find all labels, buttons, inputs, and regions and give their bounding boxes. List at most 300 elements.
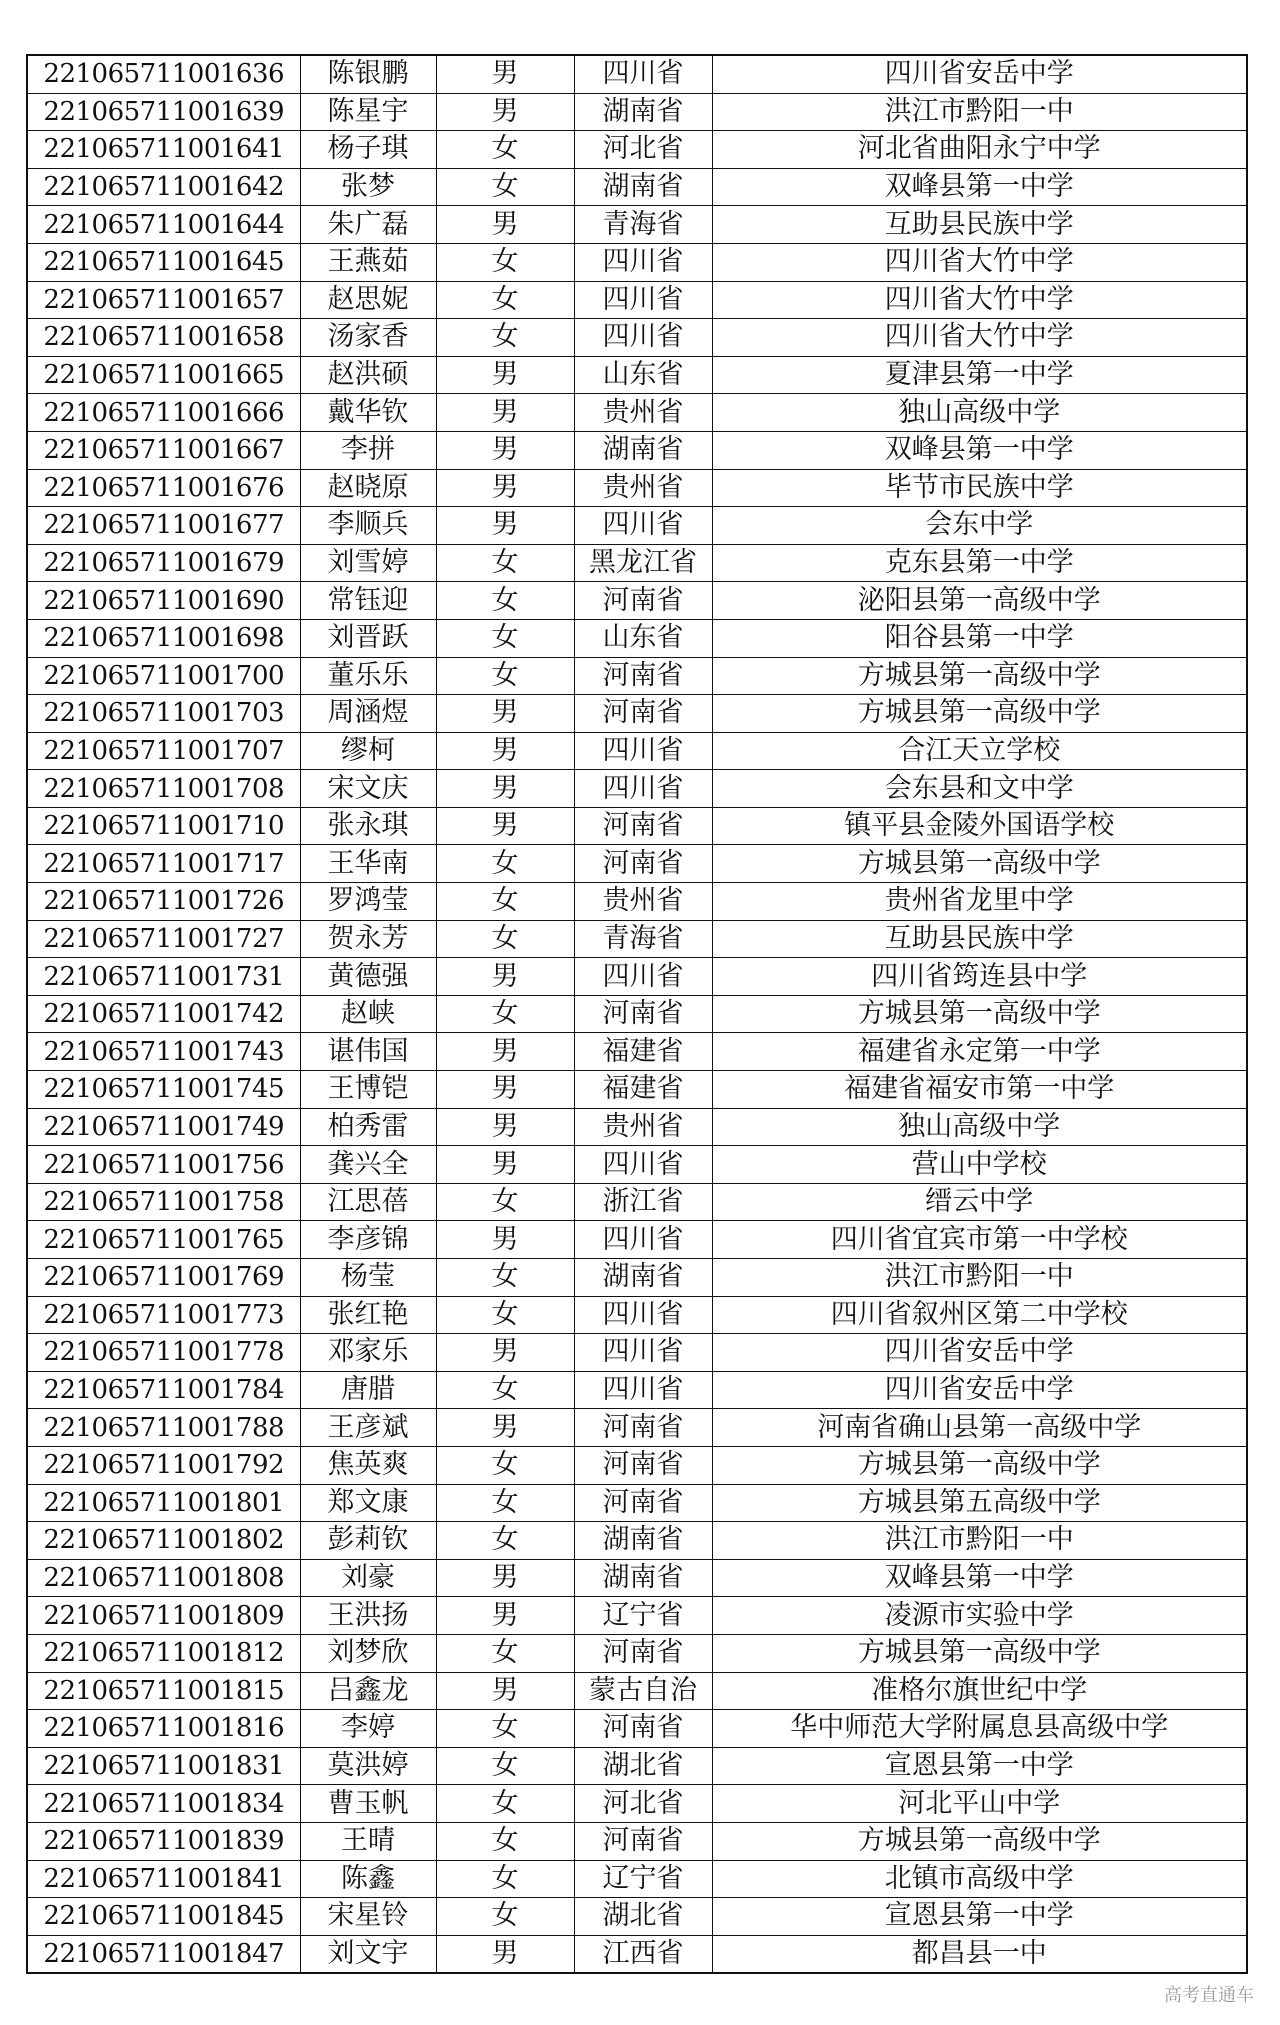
table-row bbox=[27, 1634, 1247, 1672]
table-row bbox=[27, 55, 1247, 93]
province-cell: 河南省 bbox=[574, 1446, 712, 1484]
province-cell: 四川省 bbox=[574, 1334, 712, 1372]
candidate-id-cell: 221065711001717 bbox=[27, 845, 300, 883]
gender-cell: 女 bbox=[436, 131, 574, 169]
school-cell: 北镇市高级中学 bbox=[712, 1860, 1247, 1898]
province-cell: 山东省 bbox=[574, 356, 712, 394]
table-row bbox=[27, 883, 1247, 921]
school-cell: 方城县第一高级中学 bbox=[712, 1634, 1247, 1672]
name-cell: 赵洪硕 bbox=[300, 356, 436, 394]
gender-cell: 男 bbox=[436, 770, 574, 808]
table-row bbox=[27, 845, 1247, 883]
candidate-id-cell: 221065711001679 bbox=[27, 544, 300, 582]
province-cell: 四川省 bbox=[574, 1371, 712, 1409]
gender-cell: 男 bbox=[436, 1334, 574, 1372]
candidate-id-cell: 221065711001801 bbox=[27, 1484, 300, 1522]
province-cell: 河北省 bbox=[574, 131, 712, 169]
name-cell: 刘雪婷 bbox=[300, 544, 436, 582]
name-cell: 杨莹 bbox=[300, 1259, 436, 1297]
school-cell: 方城县第一高级中学 bbox=[712, 1446, 1247, 1484]
candidate-id-cell: 221065711001703 bbox=[27, 695, 300, 733]
table-row bbox=[27, 1071, 1247, 1109]
gender-cell: 女 bbox=[436, 582, 574, 620]
table-row bbox=[27, 1710, 1247, 1748]
table-row bbox=[27, 507, 1247, 545]
candidate-id-cell: 221065711001727 bbox=[27, 920, 300, 958]
name-cell: 陈银鹏 bbox=[300, 55, 436, 93]
school-cell: 洪江市黔阳一中 bbox=[712, 1259, 1247, 1297]
watermark-text: 高考直通车 bbox=[1164, 1985, 1254, 2006]
province-cell: 河南省 bbox=[574, 807, 712, 845]
gender-cell: 女 bbox=[436, 1183, 574, 1221]
candidate-id-cell: 221065711001665 bbox=[27, 356, 300, 394]
province-cell: 河南省 bbox=[574, 582, 712, 620]
table-row bbox=[27, 1334, 1247, 1372]
name-cell: 刘文宇 bbox=[300, 1935, 436, 1973]
table-row bbox=[27, 1183, 1247, 1221]
school-cell: 方城县第一高级中学 bbox=[712, 695, 1247, 733]
name-cell: 郑文康 bbox=[300, 1484, 436, 1522]
gender-cell: 男 bbox=[436, 1559, 574, 1597]
province-cell: 贵州省 bbox=[574, 394, 712, 432]
candidate-id-cell: 221065711001644 bbox=[27, 206, 300, 244]
name-cell: 刘梦欣 bbox=[300, 1634, 436, 1672]
candidate-id-cell: 221065711001726 bbox=[27, 883, 300, 921]
gender-cell: 男 bbox=[436, 206, 574, 244]
candidate-id-cell: 221065711001845 bbox=[27, 1898, 300, 1936]
candidate-id-cell: 221065711001756 bbox=[27, 1146, 300, 1184]
name-cell: 李顺兵 bbox=[300, 507, 436, 545]
table-row bbox=[27, 243, 1247, 281]
school-cell: 华中师范大学附属息县高级中学 bbox=[712, 1710, 1247, 1748]
candidate-id-cell: 221065711001745 bbox=[27, 1071, 300, 1109]
name-cell: 罗鸿莹 bbox=[300, 883, 436, 921]
school-cell: 方城县第一高级中学 bbox=[712, 845, 1247, 883]
gender-cell: 女 bbox=[436, 1860, 574, 1898]
province-cell: 山东省 bbox=[574, 619, 712, 657]
name-cell: 张永琪 bbox=[300, 807, 436, 845]
gender-cell: 女 bbox=[436, 1296, 574, 1334]
name-cell: 焦英爽 bbox=[300, 1446, 436, 1484]
province-cell: 湖南省 bbox=[574, 1522, 712, 1560]
province-cell: 河南省 bbox=[574, 695, 712, 733]
table-row bbox=[27, 1108, 1247, 1146]
candidate-id-cell: 221065711001641 bbox=[27, 131, 300, 169]
name-cell: 王博铠 bbox=[300, 1071, 436, 1109]
province-cell: 四川省 bbox=[574, 1296, 712, 1334]
table-row bbox=[27, 807, 1247, 845]
table-row bbox=[27, 1672, 1247, 1710]
school-cell: 互助县民族中学 bbox=[712, 206, 1247, 244]
table-row bbox=[27, 1935, 1247, 1973]
name-cell: 杨子琪 bbox=[300, 131, 436, 169]
table-row bbox=[27, 1033, 1247, 1071]
table-row bbox=[27, 281, 1247, 319]
gender-cell: 男 bbox=[436, 1409, 574, 1447]
province-cell: 黑龙江省 bbox=[574, 544, 712, 582]
school-cell: 贵州省龙里中学 bbox=[712, 883, 1247, 921]
candidate-id-cell: 221065711001676 bbox=[27, 469, 300, 507]
table-row bbox=[27, 394, 1247, 432]
gender-cell: 男 bbox=[436, 1221, 574, 1259]
candidate-id-cell: 221065711001773 bbox=[27, 1296, 300, 1334]
candidate-id-cell: 221065711001784 bbox=[27, 1371, 300, 1409]
gender-cell: 男 bbox=[436, 507, 574, 545]
school-cell: 双峰县第一中学 bbox=[712, 1559, 1247, 1597]
province-cell: 河南省 bbox=[574, 1710, 712, 1748]
name-cell: 戴华钦 bbox=[300, 394, 436, 432]
gender-cell: 女 bbox=[436, 1747, 574, 1785]
name-cell: 朱广磊 bbox=[300, 206, 436, 244]
candidate-id-cell: 221065711001809 bbox=[27, 1597, 300, 1635]
school-cell: 宣恩县第一中学 bbox=[712, 1747, 1247, 1785]
school-cell: 都昌县一中 bbox=[712, 1935, 1247, 1973]
gender-cell: 女 bbox=[436, 920, 574, 958]
table-row bbox=[27, 319, 1247, 357]
school-cell: 四川省宜宾市第一中学校 bbox=[712, 1221, 1247, 1259]
gender-cell: 男 bbox=[436, 394, 574, 432]
province-cell: 四川省 bbox=[574, 958, 712, 996]
candidate-id-cell: 221065711001677 bbox=[27, 507, 300, 545]
candidate-id-cell: 221065711001792 bbox=[27, 1446, 300, 1484]
candidate-id-cell: 221065711001642 bbox=[27, 168, 300, 206]
gender-cell: 女 bbox=[436, 1822, 574, 1860]
candidate-id-cell: 221065711001802 bbox=[27, 1522, 300, 1560]
gender-cell: 女 bbox=[436, 1710, 574, 1748]
gender-cell: 男 bbox=[436, 958, 574, 996]
gender-cell: 女 bbox=[436, 883, 574, 921]
name-cell: 汤家香 bbox=[300, 319, 436, 357]
province-cell: 青海省 bbox=[574, 206, 712, 244]
table-row bbox=[27, 544, 1247, 582]
province-cell: 湖北省 bbox=[574, 1898, 712, 1936]
province-cell: 湖南省 bbox=[574, 1259, 712, 1297]
province-cell: 四川省 bbox=[574, 732, 712, 770]
school-cell: 四川省筠连县中学 bbox=[712, 958, 1247, 996]
gender-cell: 女 bbox=[436, 544, 574, 582]
school-cell: 双峰县第一中学 bbox=[712, 168, 1247, 206]
name-cell: 赵思妮 bbox=[300, 281, 436, 319]
province-cell: 河南省 bbox=[574, 845, 712, 883]
candidate-id-cell: 221065711001847 bbox=[27, 1935, 300, 1973]
name-cell: 宋文庆 bbox=[300, 770, 436, 808]
school-cell: 克东县第一中学 bbox=[712, 544, 1247, 582]
name-cell: 王燕茹 bbox=[300, 243, 436, 281]
school-cell: 阳谷县第一中学 bbox=[712, 619, 1247, 657]
candidate-id-cell: 221065711001710 bbox=[27, 807, 300, 845]
table-row bbox=[27, 131, 1247, 169]
table-row bbox=[27, 1446, 1247, 1484]
school-cell: 宣恩县第一中学 bbox=[712, 1898, 1247, 1936]
school-cell: 毕节市民族中学 bbox=[712, 469, 1247, 507]
gender-cell: 男 bbox=[436, 55, 574, 93]
province-cell: 四川省 bbox=[574, 507, 712, 545]
name-cell: 柏秀雷 bbox=[300, 1108, 436, 1146]
candidate-id-cell: 221065711001742 bbox=[27, 995, 300, 1033]
school-cell: 方城县第一高级中学 bbox=[712, 657, 1247, 695]
candidate-id-cell: 221065711001636 bbox=[27, 55, 300, 93]
table-row bbox=[27, 1221, 1247, 1259]
school-cell: 凌源市实验中学 bbox=[712, 1597, 1247, 1635]
name-cell: 王洪扬 bbox=[300, 1597, 436, 1635]
name-cell: 赵晓原 bbox=[300, 469, 436, 507]
school-cell: 四川省安岳中学 bbox=[712, 1334, 1247, 1372]
province-cell: 河南省 bbox=[574, 1822, 712, 1860]
school-cell: 营山中学校 bbox=[712, 1146, 1247, 1184]
name-cell: 陈星宇 bbox=[300, 93, 436, 131]
table-row bbox=[27, 1484, 1247, 1522]
table-row bbox=[27, 1785, 1247, 1823]
school-cell: 方城县第一高级中学 bbox=[712, 1822, 1247, 1860]
school-cell: 夏津县第一中学 bbox=[712, 356, 1247, 394]
table-row bbox=[27, 995, 1247, 1033]
gender-cell: 女 bbox=[436, 319, 574, 357]
province-cell: 四川省 bbox=[574, 319, 712, 357]
table-row bbox=[27, 1409, 1247, 1447]
school-cell: 方城县第五高级中学 bbox=[712, 1484, 1247, 1522]
name-cell: 陈鑫 bbox=[300, 1860, 436, 1898]
name-cell: 王华南 bbox=[300, 845, 436, 883]
candidate-id-cell: 221065711001657 bbox=[27, 281, 300, 319]
gender-cell: 男 bbox=[436, 431, 574, 469]
name-cell: 赵峡 bbox=[300, 995, 436, 1033]
province-cell: 河南省 bbox=[574, 1634, 712, 1672]
candidate-id-cell: 221065711001788 bbox=[27, 1409, 300, 1447]
province-cell: 四川省 bbox=[574, 770, 712, 808]
table-row bbox=[27, 1259, 1247, 1297]
school-cell: 准格尔旗世纪中学 bbox=[712, 1672, 1247, 1710]
school-cell: 洪江市黔阳一中 bbox=[712, 1522, 1247, 1560]
gender-cell: 男 bbox=[436, 1935, 574, 1973]
table-row bbox=[27, 1747, 1247, 1785]
candidate-id-cell: 221065711001841 bbox=[27, 1860, 300, 1898]
candidate-id-cell: 221065711001639 bbox=[27, 93, 300, 131]
gender-cell: 女 bbox=[436, 243, 574, 281]
gender-cell: 女 bbox=[436, 1522, 574, 1560]
candidate-id-cell: 221065711001815 bbox=[27, 1672, 300, 1710]
table-row bbox=[27, 920, 1247, 958]
candidate-id-cell: 221065711001698 bbox=[27, 619, 300, 657]
name-cell: 刘豪 bbox=[300, 1559, 436, 1597]
candidate-id-cell: 221065711001708 bbox=[27, 770, 300, 808]
admission-list-table bbox=[26, 54, 1248, 1974]
province-cell: 四川省 bbox=[574, 243, 712, 281]
school-cell: 四川省安岳中学 bbox=[712, 1371, 1247, 1409]
gender-cell: 男 bbox=[436, 1146, 574, 1184]
province-cell: 河北省 bbox=[574, 1785, 712, 1823]
province-cell: 浙江省 bbox=[574, 1183, 712, 1221]
name-cell: 唐腊 bbox=[300, 1371, 436, 1409]
candidate-id-cell: 221065711001834 bbox=[27, 1785, 300, 1823]
gender-cell: 男 bbox=[436, 1108, 574, 1146]
province-cell: 湖南省 bbox=[574, 431, 712, 469]
table-row bbox=[27, 168, 1247, 206]
gender-cell: 女 bbox=[436, 845, 574, 883]
gender-cell: 男 bbox=[436, 1672, 574, 1710]
candidate-id-cell: 221065711001816 bbox=[27, 1710, 300, 1748]
table-row bbox=[27, 1371, 1247, 1409]
gender-cell: 男 bbox=[436, 695, 574, 733]
table-row bbox=[27, 356, 1247, 394]
candidate-id-cell: 221065711001839 bbox=[27, 1822, 300, 1860]
name-cell: 彭莉钦 bbox=[300, 1522, 436, 1560]
gender-cell: 女 bbox=[436, 1259, 574, 1297]
school-cell: 镇平县金陵外国语学校 bbox=[712, 807, 1247, 845]
gender-cell: 男 bbox=[436, 1597, 574, 1635]
table-row bbox=[27, 770, 1247, 808]
province-cell: 贵州省 bbox=[574, 469, 712, 507]
school-cell: 河北省曲阳永宁中学 bbox=[712, 131, 1247, 169]
gender-cell: 女 bbox=[436, 995, 574, 1033]
province-cell: 河南省 bbox=[574, 657, 712, 695]
table-row bbox=[27, 1597, 1247, 1635]
name-cell: 李婷 bbox=[300, 1710, 436, 1748]
school-cell: 四川省大竹中学 bbox=[712, 243, 1247, 281]
school-cell: 独山高级中学 bbox=[712, 1108, 1247, 1146]
table-row bbox=[27, 695, 1247, 733]
table-row bbox=[27, 657, 1247, 695]
province-cell: 江西省 bbox=[574, 1935, 712, 1973]
table-row bbox=[27, 1822, 1247, 1860]
name-cell: 莫洪婷 bbox=[300, 1747, 436, 1785]
candidate-id-cell: 221065711001812 bbox=[27, 1634, 300, 1672]
school-cell: 四川省叙州区第二中学校 bbox=[712, 1296, 1247, 1334]
name-cell: 王彦斌 bbox=[300, 1409, 436, 1447]
name-cell: 王晴 bbox=[300, 1822, 436, 1860]
candidate-id-cell: 221065711001645 bbox=[27, 243, 300, 281]
name-cell: 贺永芳 bbox=[300, 920, 436, 958]
table-row bbox=[27, 732, 1247, 770]
table-row bbox=[27, 619, 1247, 657]
name-cell: 江思蓓 bbox=[300, 1183, 436, 1221]
candidate-id-cell: 221065711001658 bbox=[27, 319, 300, 357]
school-cell: 四川省大竹中学 bbox=[712, 319, 1247, 357]
school-cell: 河南省确山县第一高级中学 bbox=[712, 1409, 1247, 1447]
province-cell: 四川省 bbox=[574, 55, 712, 93]
name-cell: 宋星铃 bbox=[300, 1898, 436, 1936]
gender-cell: 女 bbox=[436, 1484, 574, 1522]
name-cell: 张红艳 bbox=[300, 1296, 436, 1334]
gender-cell: 女 bbox=[436, 619, 574, 657]
province-cell: 湖南省 bbox=[574, 168, 712, 206]
province-cell: 河南省 bbox=[574, 995, 712, 1033]
gender-cell: 男 bbox=[436, 1033, 574, 1071]
school-cell: 缙云中学 bbox=[712, 1183, 1247, 1221]
province-cell: 福建省 bbox=[574, 1071, 712, 1109]
province-cell: 四川省 bbox=[574, 1221, 712, 1259]
gender-cell: 男 bbox=[436, 807, 574, 845]
name-cell: 张梦 bbox=[300, 168, 436, 206]
gender-cell: 男 bbox=[436, 469, 574, 507]
gender-cell: 女 bbox=[436, 168, 574, 206]
table-row bbox=[27, 1860, 1247, 1898]
name-cell: 常钰迎 bbox=[300, 582, 436, 620]
province-cell: 河南省 bbox=[574, 1484, 712, 1522]
school-cell: 双峰县第一中学 bbox=[712, 431, 1247, 469]
candidate-id-cell: 221065711001690 bbox=[27, 582, 300, 620]
province-cell: 湖南省 bbox=[574, 93, 712, 131]
province-cell: 青海省 bbox=[574, 920, 712, 958]
province-cell: 贵州省 bbox=[574, 883, 712, 921]
name-cell: 谌伟国 bbox=[300, 1033, 436, 1071]
candidate-id-cell: 221065711001758 bbox=[27, 1183, 300, 1221]
gender-cell: 男 bbox=[436, 732, 574, 770]
school-cell: 互助县民族中学 bbox=[712, 920, 1247, 958]
table-row bbox=[27, 1522, 1247, 1560]
name-cell: 缪柯 bbox=[300, 732, 436, 770]
name-cell: 龚兴全 bbox=[300, 1146, 436, 1184]
admission-list-table-container bbox=[26, 54, 1246, 1974]
name-cell: 李彦锦 bbox=[300, 1221, 436, 1259]
table-row bbox=[27, 1898, 1247, 1936]
candidate-id-cell: 221065711001731 bbox=[27, 958, 300, 996]
name-cell: 刘晋跃 bbox=[300, 619, 436, 657]
province-cell: 湖南省 bbox=[574, 1559, 712, 1597]
candidate-id-cell: 221065711001831 bbox=[27, 1747, 300, 1785]
province-cell: 辽宁省 bbox=[574, 1597, 712, 1635]
candidate-id-cell: 221065711001769 bbox=[27, 1259, 300, 1297]
table-row bbox=[27, 1559, 1247, 1597]
gender-cell: 女 bbox=[436, 657, 574, 695]
name-cell: 黄德强 bbox=[300, 958, 436, 996]
province-cell: 福建省 bbox=[574, 1033, 712, 1071]
gender-cell: 女 bbox=[436, 1634, 574, 1672]
province-cell: 贵州省 bbox=[574, 1108, 712, 1146]
school-cell: 四川省大竹中学 bbox=[712, 281, 1247, 319]
province-cell: 河南省 bbox=[574, 1409, 712, 1447]
school-cell: 泌阳县第一高级中学 bbox=[712, 582, 1247, 620]
province-cell: 辽宁省 bbox=[574, 1860, 712, 1898]
province-cell: 蒙古自治 bbox=[574, 1672, 712, 1710]
school-cell: 四川省安岳中学 bbox=[712, 55, 1247, 93]
name-cell: 吕鑫龙 bbox=[300, 1672, 436, 1710]
school-cell: 合江天立学校 bbox=[712, 732, 1247, 770]
province-cell: 四川省 bbox=[574, 281, 712, 319]
gender-cell: 男 bbox=[436, 93, 574, 131]
candidate-id-cell: 221065711001765 bbox=[27, 1221, 300, 1259]
gender-cell: 女 bbox=[436, 281, 574, 319]
table-row bbox=[27, 206, 1247, 244]
school-cell: 河北平山中学 bbox=[712, 1785, 1247, 1823]
candidate-id-cell: 221065711001666 bbox=[27, 394, 300, 432]
school-cell: 福建省福安市第一中学 bbox=[712, 1071, 1247, 1109]
school-cell: 洪江市黔阳一中 bbox=[712, 93, 1247, 131]
candidate-id-cell: 221065711001749 bbox=[27, 1108, 300, 1146]
school-cell: 方城县第一高级中学 bbox=[712, 995, 1247, 1033]
name-cell: 周涵煜 bbox=[300, 695, 436, 733]
school-cell: 会东中学 bbox=[712, 507, 1247, 545]
gender-cell: 男 bbox=[436, 356, 574, 394]
school-cell: 会东县和文中学 bbox=[712, 770, 1247, 808]
candidate-id-cell: 221065711001700 bbox=[27, 657, 300, 695]
name-cell: 邓家乐 bbox=[300, 1334, 436, 1372]
table-row bbox=[27, 582, 1247, 620]
table-row bbox=[27, 431, 1247, 469]
name-cell: 曹玉帆 bbox=[300, 1785, 436, 1823]
gender-cell: 男 bbox=[436, 1071, 574, 1109]
school-cell: 独山高级中学 bbox=[712, 394, 1247, 432]
table-row bbox=[27, 469, 1247, 507]
gender-cell: 女 bbox=[436, 1446, 574, 1484]
name-cell: 董乐乐 bbox=[300, 657, 436, 695]
candidate-id-cell: 221065711001808 bbox=[27, 1559, 300, 1597]
name-cell: 李拼 bbox=[300, 431, 436, 469]
school-cell: 福建省永定第一中学 bbox=[712, 1033, 1247, 1071]
table-row bbox=[27, 958, 1247, 996]
gender-cell: 女 bbox=[436, 1785, 574, 1823]
candidate-id-cell: 221065711001778 bbox=[27, 1334, 300, 1372]
candidate-id-cell: 221065711001707 bbox=[27, 732, 300, 770]
